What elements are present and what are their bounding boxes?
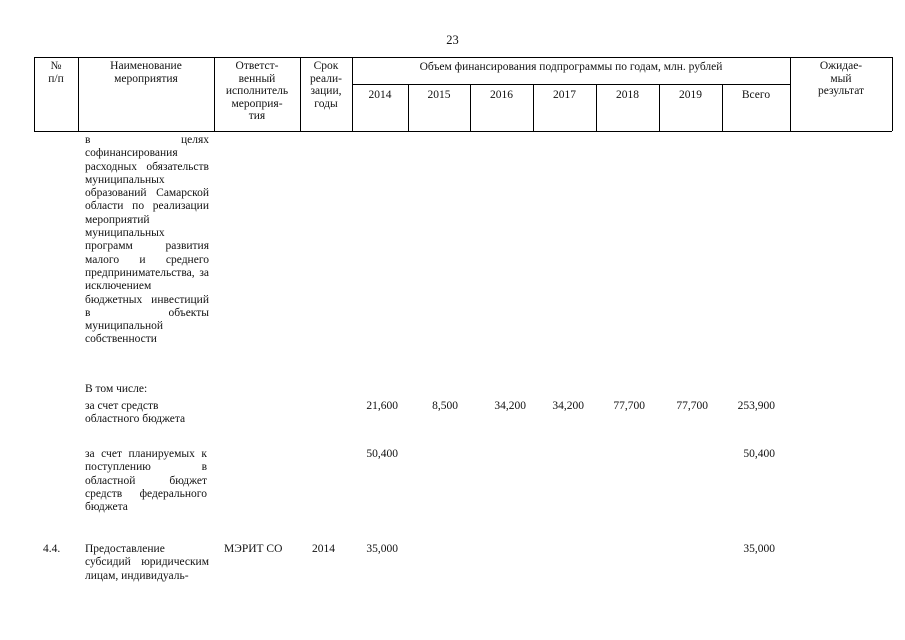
table-top-border: [34, 57, 892, 58]
regional-2015: 8,500: [432, 400, 458, 412]
item-4-4-label: Предоставление субсидий юридическим лицам, индивидуаль-: [85, 543, 209, 582]
year-2018: 2018: [616, 89, 639, 101]
regional-total: 253,900: [737, 400, 775, 412]
year-2014: 2014: [368, 89, 392, 101]
header-funding: Объем финансирования подпрограммы по годам, млн. рублей: [419, 61, 723, 73]
page-number: 23: [446, 33, 459, 47]
regional-2016: 34,200: [494, 400, 526, 412]
item-4-4-term: 2014: [312, 543, 335, 555]
item-4-4-num: 4.4.: [43, 543, 61, 555]
federal-total: 50,400: [743, 448, 775, 460]
year-2017: 2017: [553, 89, 576, 101]
regional-budget-label: за счет средств областного бюджета: [85, 400, 186, 426]
regional-2017: 34,200: [552, 400, 584, 412]
col-border-last: [892, 57, 893, 131]
year-total: Всего: [741, 89, 771, 101]
regional-2014: 21,600: [366, 400, 398, 412]
continuation-text: в целях софинансирования расходных обязательств муниципальных образований Самарской области по реализации мероприятий муниципальных программ развития малого и среднего предпринимательства, за исключением бюджетных инвестиций в объекты муниципальной собственности: [85, 134, 209, 346]
header-num: № п/п: [48, 60, 64, 85]
year-2015: 2015: [427, 89, 451, 101]
years-divider-line: [352, 84, 790, 85]
regional-2018: 77,700: [613, 400, 645, 412]
header-term: Срок реали- зации, годы: [310, 60, 342, 110]
header-result: Ожидае- мый результат: [817, 60, 865, 97]
header-bottom-border: [34, 131, 892, 132]
federal-2014: 50,400: [366, 448, 398, 460]
header-executor: Ответст- венный исполнитель мероприя- тия: [225, 60, 289, 122]
item-4-4-total: 35,000: [743, 543, 775, 555]
item-4-4-executor: МЭРИТ СО: [224, 543, 283, 555]
including-label: В том числе:: [85, 383, 148, 395]
regional-2019: 77,700: [676, 400, 708, 412]
item-4-4-2014: 35,000: [366, 543, 398, 555]
federal-budget-label: за счет планируемых к поступлению в областной бюджет средств федерального бюджета: [85, 448, 207, 514]
header-name: Наименование мероприятия: [110, 60, 182, 85]
year-2016: 2016: [490, 89, 513, 101]
year-2019: 2019: [679, 89, 702, 101]
